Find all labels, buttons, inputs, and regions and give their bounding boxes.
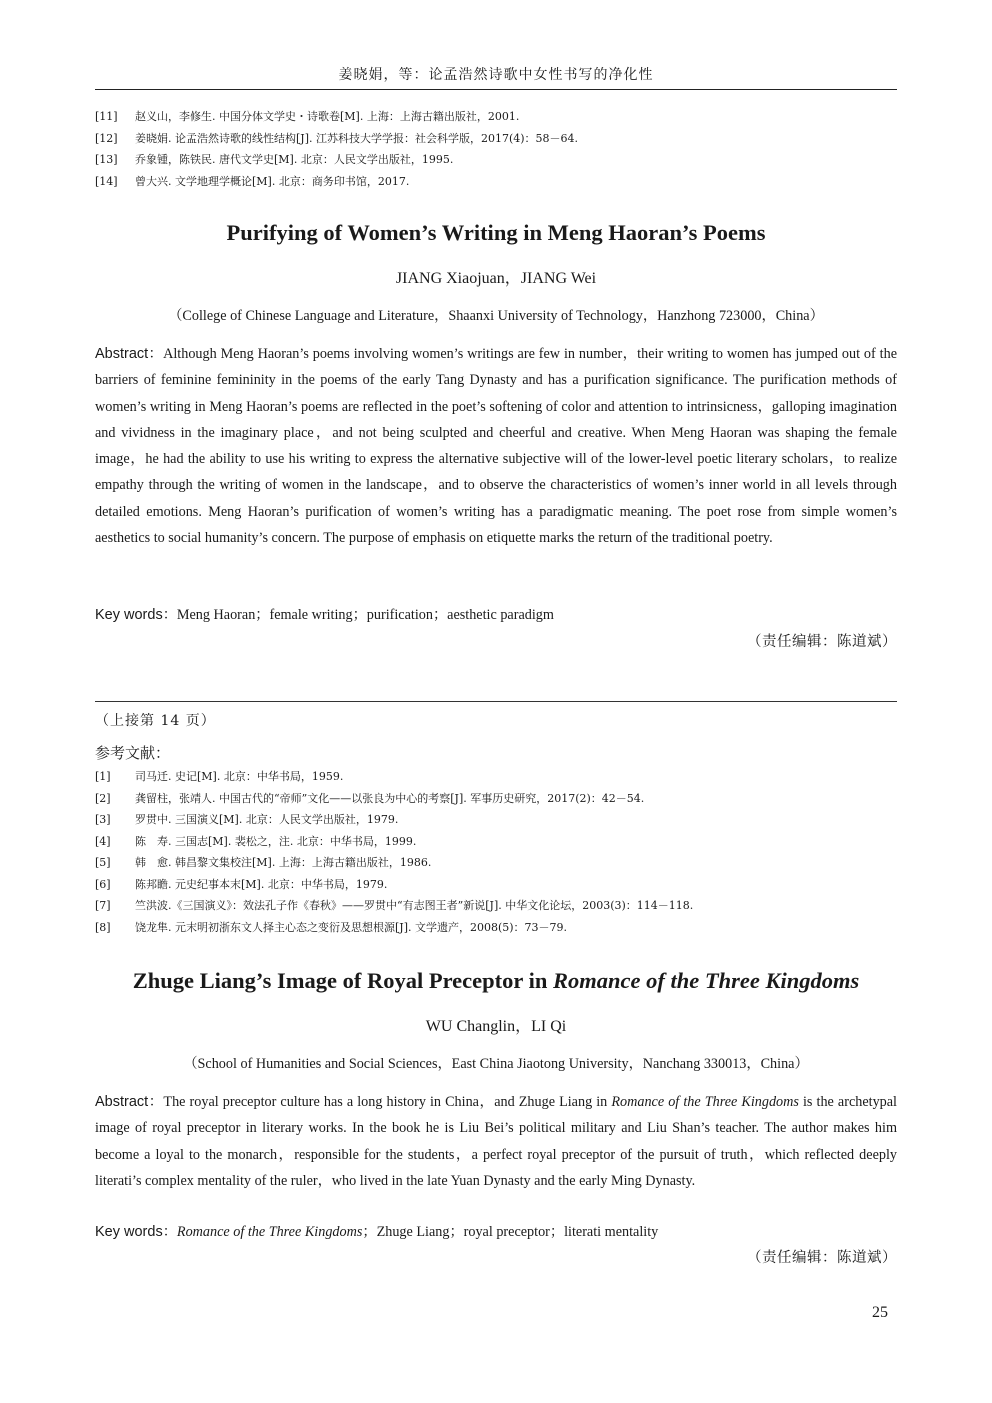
keywords-label: Key words (95, 607, 163, 623)
section-divider (95, 701, 897, 702)
reference-number: [12] (95, 131, 118, 145)
editor-note: （责任编辑：陈道斌） (747, 634, 897, 650)
keywords-text: ；Zhuge Liang；royal preceptor；literati mentality (362, 1224, 659, 1240)
keywords-text: ：Meng Haoran；female writing；purification；aesthetic paradigm (162, 607, 554, 623)
reference-item (95, 831, 897, 853)
article-authors: WU Changlin，LI Qi (425, 1018, 567, 1035)
keywords-italic: Romance of the Three Kingdoms (176, 1224, 363, 1240)
article-affiliation: （College of Chinese Language and Literature，Shaanxi University of Technology，Hanzhong 723000，China） (168, 308, 824, 324)
reference-item (95, 874, 897, 896)
reference-number: [7] (95, 899, 111, 912)
reference-text: 姜晓娟. 论孟浩然诗歌的线性结构[J]. 江苏科技大学学报：社会科学版，2017(4)：58－64. (135, 131, 579, 145)
reference-item (95, 149, 897, 171)
article-title (60, 968, 932, 994)
reference-text: 龚留柱，张靖人. 中国古代的“帝师”文化——以张良为中心的考察[J]. 军事历史研究，2017(2)：42－54. (135, 791, 645, 805)
abstract-label: Abstract (95, 1094, 149, 1110)
article-affiliation: （School of Humanities and Social Sciences，East China Jiaotong University，Nanchang 330013，China） (183, 1056, 809, 1072)
abstract-text: ：The royal preceptor culture has a long history in China，and Zhuge Liang in (148, 1094, 612, 1110)
reference-text: 司马迁. 史记[M]. 北京：中华书局，1959. (135, 770, 344, 783)
article-authors: JIANG Xiaojuan，JIANG Wei (395, 270, 597, 287)
reference-item (95, 171, 897, 193)
article-title-text: Zhuge Liang’s Image of Royal Preceptor in (132, 968, 553, 993)
abstract-text: is the archetypal image of royal preceptor in literary works. In the book he is Liu Bei’s political military and Liu Shan’s teacher. The author makes him become a loyal to the monarch，responsible for the students，a perfect royal preceptor of the pursuit of truth，which reflected deeply literati’s complex mentality of the ruler，who lived in the late Yuan Dynasty and the early Ming Dynasty. (95, 1094, 898, 1190)
reference-item (95, 917, 897, 939)
abstract-italic: Romance of the Three Kingdoms (611, 1094, 799, 1110)
reference-number: [2] (95, 791, 111, 805)
reference-item (95, 106, 897, 128)
abstract-label: Abstract (95, 346, 149, 362)
reference-item (95, 766, 897, 788)
header-rule (95, 89, 897, 90)
reference-number: [6] (95, 877, 111, 891)
continued-note: （上接第 14 页） (95, 713, 216, 729)
keywords-line (95, 604, 897, 624)
abstract-paragraph (95, 341, 897, 551)
keywords-line (95, 1221, 897, 1241)
reference-text: 饶龙隼. 元末明初浙东文人择主心态之变衍及思想根源[J]. 文学遗产，2008(5)：73－79. (135, 920, 568, 934)
reference-list-top (95, 106, 897, 192)
running-head: 姜晓娟，等：论孟浩然诗歌中女性书写的净化性 (338, 67, 654, 83)
reference-text: 乔象锺，陈铁民. 唐代文学史[M]. 北京：人民文学出版社，1995. (135, 153, 454, 166)
editor-note: （责任编辑：陈道斌） (747, 1250, 897, 1266)
page-number: 25 (872, 1304, 888, 1321)
abstract-text: ：Although Meng Haoran’s poems involving women’s writings are few in number，their writing to women has jumped out of the barriers of feminine femininity in the poems of the early Tang Dynasty and has a purification significance. The purification methods of women’s writing in Meng Haoran’s poems are reflected in the poet’s softening of color and attention to intrinsicness，galloping imagination and vividness in the imaginary place，and not being sculpted and cheerful and creative. When Meng Haoran was shaping the female image，he had the ability to use his writing to express the alternative subjective will of the lower-level poetic literary scholars，to realize empathy through the writing of women in the landscape，and to observe the characteristics of women’s inner world in all levels through detailed emotions. Meng Haoran’s purification of women’s writing has a paradigmatic meaning. The poet rose from simple women’s aesthetics to social humanity’s concern. The purpose of emphasis on etiquette marks the return of the traditional poetry. (95, 346, 897, 547)
reference-item (95, 895, 897, 917)
keywords-separator: ： (162, 1224, 177, 1240)
abstract-paragraph (95, 1089, 897, 1195)
reference-item (95, 128, 897, 150)
article-title-italic: Romance of the Three Kingdoms (552, 968, 860, 993)
reference-number: [14] (95, 174, 118, 188)
reference-number: [11] (95, 110, 118, 123)
reference-item (95, 852, 897, 874)
reference-text: 陈邦瞻. 元史纪事本末[M]. 北京：中华书局，1979. (135, 877, 388, 891)
reference-text: 赵义山，李修生. 中国分体文学史・诗歌卷[M]. 上海：上海古籍出版社，2001. (135, 110, 520, 123)
reference-text: 韩 愈. 韩昌黎文集校注[M]. 上海：上海古籍出版社，1986. (135, 856, 432, 869)
reference-text: 罗贯中. 三国演义[M]. 北京：人民文学出版社，1979. (135, 813, 399, 826)
reference-number: [13] (95, 153, 118, 166)
article-title: Purifying of Women’s Writing in Meng Haoran’s Poems (226, 220, 766, 245)
reference-item (95, 809, 897, 831)
reference-number: [5] (95, 856, 111, 869)
reference-number: [3] (95, 813, 111, 826)
reference-item (95, 788, 897, 810)
reference-number: [1] (95, 770, 111, 783)
keywords-label: Key words (95, 1224, 163, 1240)
reference-number: [4] (95, 834, 111, 848)
reference-text: 曾大兴. 文学地理学概论[M]. 北京：商务印书馆，2017. (135, 174, 410, 188)
reference-text: 陈 寿. 三国志[M]. 裴松之，注. 北京：中华书局，1999. (135, 834, 417, 848)
reference-list-bottom (95, 766, 897, 938)
references-heading: 参考文献： (95, 744, 171, 762)
reference-number: [8] (95, 920, 111, 934)
reference-text: 竺洪波.《三国演义》：效法孔子作《春秋》——罗贯中“有志图王者”新说[J]. 中华文化论坛，2003(3)：114－118. (135, 899, 694, 912)
